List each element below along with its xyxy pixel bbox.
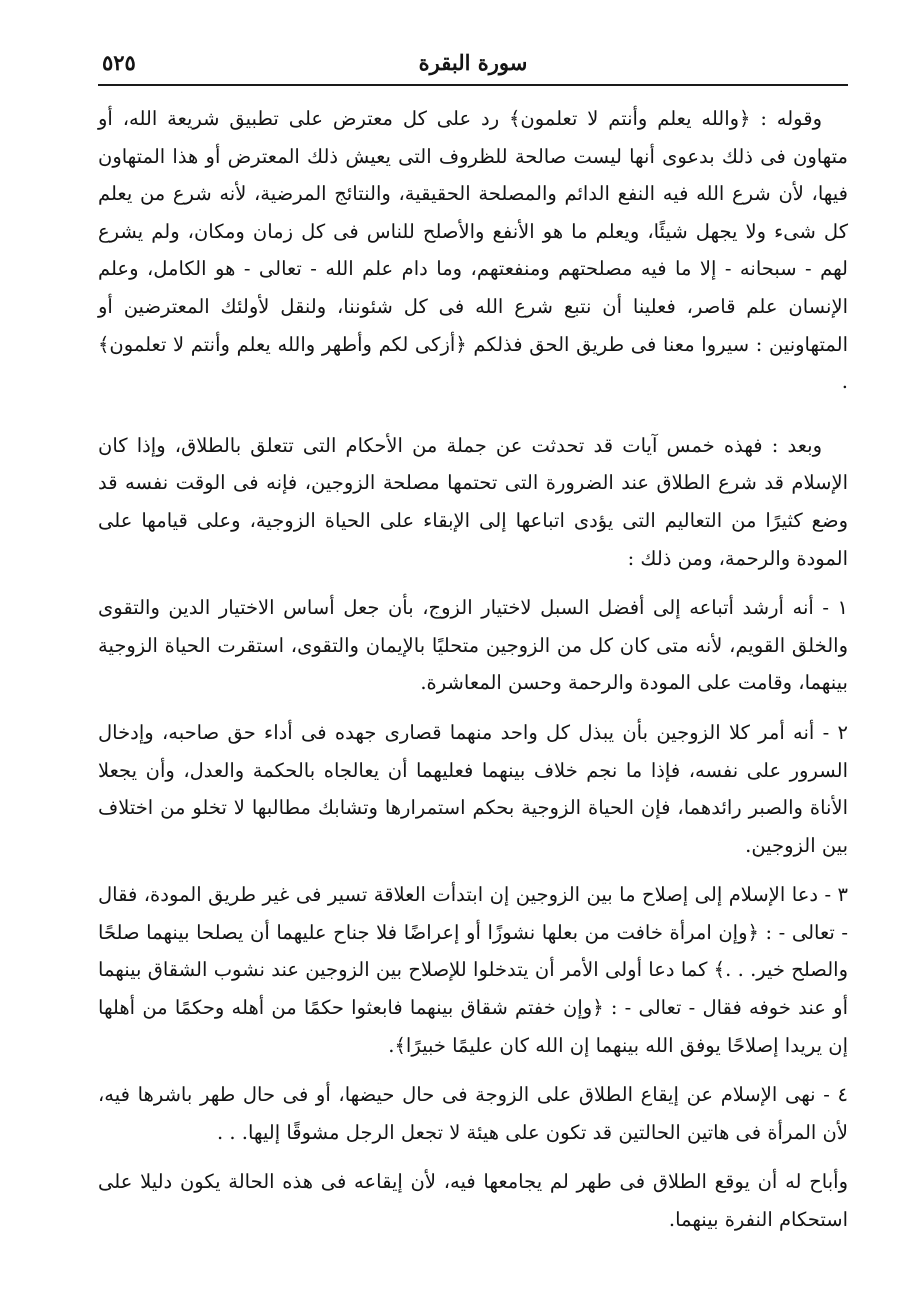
paragraph-commentary: وقوله : ﴿والله يعلم وأنتم لا تعلمون﴾ رد على كل معترض على تطبيق شريعة الله، أو متهاون فى ذلك بدعوى أنها ليست صالحة للظروف التى يعيش ذلك المعترض أو هذا المتهاون فيها، لأن شرع الله فيه النفع الدائم والمصلحة الحقيقية، والنتائج المرضية، لأنه شرع من يعلم كل شىء ولا يجهل شيئًا، ويعلم ما هو الأنفع والأصلح للناس فى كل زمان ومكان، ولم يشرع لهم - سبحانه - إلا ما فيه مصلحتهم ومنفعتهم، وما دام علم الله - تعالى - هو الكامل، وعلم الإنسان علم قاصر، فعلينا أن نتبع شرع الله فى كل شئوننا، ولنقل لأولئك المعترضين أو المتهاونين : سيروا معنا فى طريق الحق فذلكم ﴿أزكى لكم وأطهر والله يعلم وأنتم لا تعلمون﴾ . bbox=[98, 107, 848, 394]
page-number: ٥٢٥ bbox=[102, 50, 136, 75]
page-header bbox=[98, 48, 848, 86]
page-body bbox=[98, 100, 848, 1239]
paragraph-point-4: ٤ - نهى الإسلام عن إيقاع الطلاق على الزوجة فى حال حيضها، أو فى حال طهر باشرها فيه، لأن المرأة فى هاتين الحالتين قد تكون على هيئة لا تجعل الرجل مشوقًا إليها. . . bbox=[98, 1083, 848, 1144]
paragraph-closing: وأباح له أن يوقع الطلاق فى طهر لم يجامعها فيه، لأن إيقاعه فى هذه الحالة يكون دليلا على استحكام النفرة بينهما. bbox=[98, 1170, 848, 1232]
paragraph-point-3: ٣ - دعا الإسلام إلى إصلاح ما بين الزوجين إن ابتدأت العلاقة تسير فى غير طريق المودة، فقال - تعالى - : ﴿وإن امرأة خافت من بعلها نشوزًا أو إعراضًا فلا جناح عليهما أن يصلحا بينهما صلحًا والصلح خير. . .﴾ كما دعا أولى الأمر أن يتدخلوا للإصلاح بين الزوجين عند نشوب الشقاق بينهما أو عند خوفه فقال - تعالى - : ﴿وإن خفتم شقاق بينهما فابعثوا حكمًا من أهله وحكمًا من أهلها إن يريدا إصلاحًا يوفق الله بينهما إن الله كان عليمًا خبيرًا﴾. bbox=[98, 883, 848, 1057]
section-gap bbox=[98, 413, 848, 427]
paragraph-point-1: ١ - أنه أرشد أتباعه إلى أفضل السبل لاختيار الزوج، بأن جعل أساس الاختيار الدين والتقوى والخلق القويم، لأنه متى كان كل من الزوجين متحليًا بالإيمان والتقوى، استقرت الحياة الزوجية بينهما، وقامت على المودة والرحمة وحسن المعاشرة. bbox=[98, 596, 848, 695]
paragraph-point-2: ٢ - أنه أمر كلا الزوجين بأن يبذل كل واحد منهما قصارى جهده فى أداء حق صاحبه، وإدخال السرور على نفسه، فإذا ما نجم خلاف بينهما فعليهما أن يعالجاه بالحكمة والعدل، وأن يجعلا الأناة والصبر رائدهما، فإن الحياة الزوجية بحكم استمرارها وتشابك مطالبها لا تخلو من اختلاف بين الزوجين. bbox=[98, 720, 848, 857]
paragraph-intro: وبعد : فهذه خمس آيات قد تحدثت عن جملة من الأحكام التى تتعلق بالطلاق، وإذا كان الإسلام قد شرع الطلاق عند الضرورة التى تحتمها مصلحة الزوجين، فإنه فى الوقت نفسه قد وضع كثيرًا من التعاليم التى يؤدى اتباعها إلى الإبقاء على الحياة الزوجية، وعلى قيامها على المودة والرحمة، ومن ذلك : bbox=[98, 433, 848, 570]
document-page bbox=[98, 48, 848, 1251]
surah-title: سورة البقرة bbox=[418, 50, 528, 75]
